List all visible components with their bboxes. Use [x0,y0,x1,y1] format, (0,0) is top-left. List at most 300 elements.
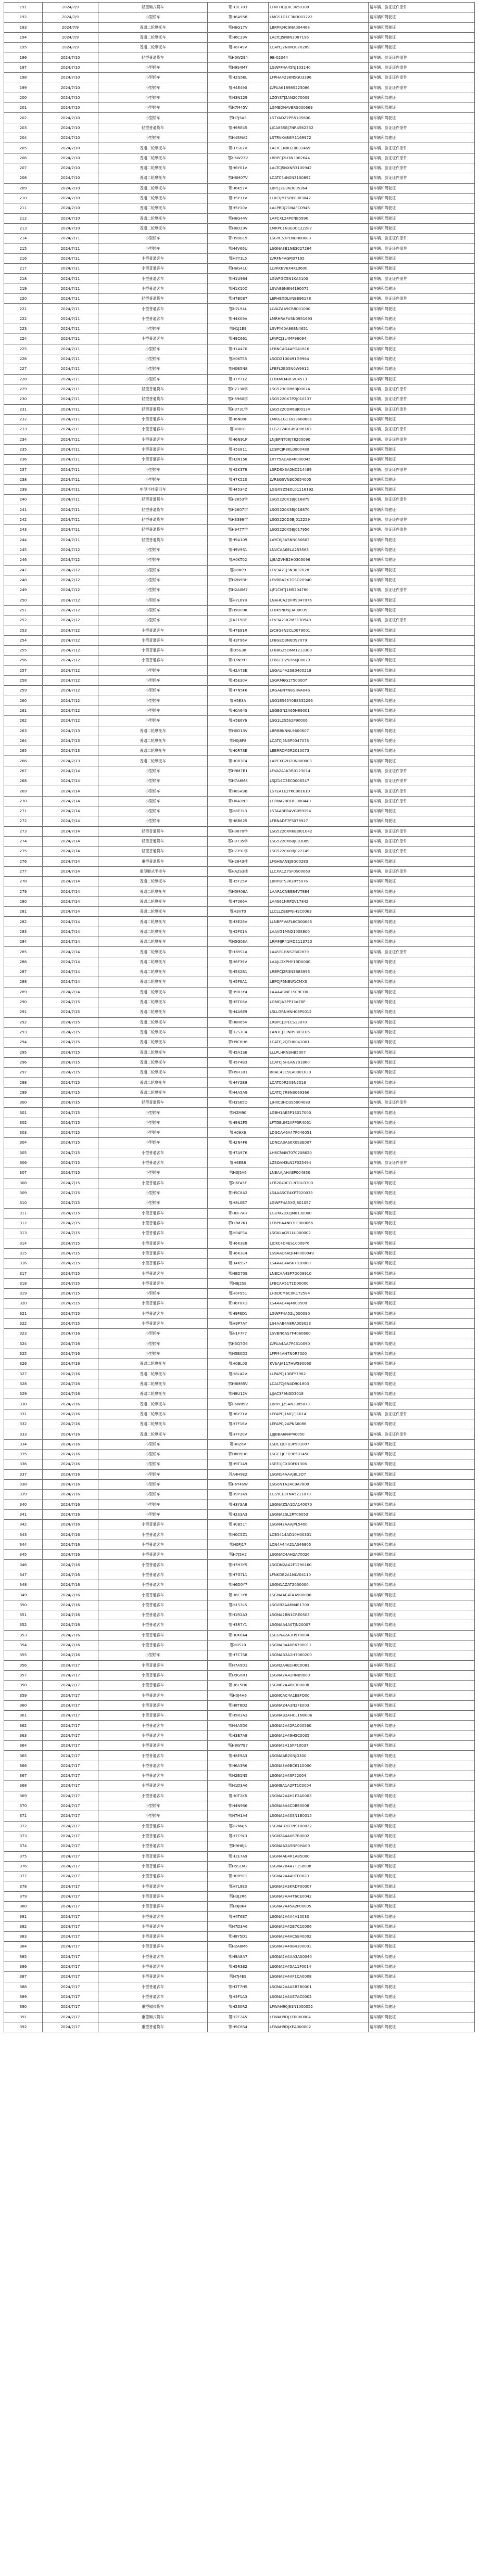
vehicle-type-cell: 小型轿车 [98,1439,208,1449]
required-materials-cell: 请车辆和驾驶证 [369,1580,475,1590]
vehicle-type-cell: 小型普通客车 [98,1238,208,1248]
vehicle-type-cell: 小型普通客车 [98,1259,208,1268]
required-materials-cell: 请车辆和驾驶证 [369,1650,475,1660]
vehicle-type-cell: 小型普通客车 [98,1318,208,1328]
vin-number-cell: LFPM4AH7N0R7000 [269,1349,369,1359]
plate-number-cell: 鄂H0J8F8 [208,736,269,746]
plate-number-cell: 鄂H5Y4B3 [208,1057,269,1067]
required-materials-cell: 请车辆和驾驶证 [369,1490,475,1500]
vehicle-type-cell: 小型普通客车 [98,1711,208,1721]
row-number-cell: 258 [4,675,43,685]
vehicle-type-cell: 小型普通客车 [98,1872,208,1881]
vin-number-cell: LLNBPFVAFL6C000645 [269,917,369,927]
row-number-cell: 329 [4,1389,43,1399]
plate-number-cell: 鄂H0B5N8 [208,364,269,374]
required-materials-cell: 请车辆和驾驶证 [369,1178,475,1188]
row-number-cell: 239 [4,485,43,495]
row-number-cell: 206 [4,153,43,163]
row-number-cell: 282 [4,917,43,927]
required-materials-cell: 请车辆和驾驶证 [369,414,475,424]
table-row [4,1831,475,1841]
inspection-date-cell: 2024/7/17 [43,1721,98,1731]
vin-number-cell: LEFHBXDLVNBE96178 [269,294,369,304]
inspection-date-cell: 2024/7/11 [43,444,98,454]
plate-number-cell: 鄂H7M2K1 [208,1218,269,1228]
vehicle-type-cell: 普通二轮摩托车 [98,907,208,917]
plate-number-cell: 鄂H7M45V [208,103,269,113]
inspection-date-cell: 2024/7/17 [43,1681,98,1690]
plate-number-cell: 鄂H5M06A [208,887,269,896]
table-row [4,425,475,434]
row-number-cell: 267 [4,766,43,776]
inspection-date-cell: 2024/7/16 [43,1479,98,1489]
required-materials-cell: 请车辆和驾驶证 [369,1570,475,1580]
plate-number-cell: 鄂H9G6R1 [208,1670,269,1680]
vehicle-type-cell: 小型轿车 [98,73,208,83]
row-number-cell: 238 [4,475,43,484]
table-row [4,1349,475,1359]
required-materials-cell: 请车辆和驾驶证 [369,1389,475,1399]
table-row [4,1329,475,1339]
row-number-cell: 244 [4,535,43,545]
plate-number-cell: 鄂H0F7AH [208,1208,269,1218]
required-materials-cell: 请车辆和驾驶证 [369,675,475,685]
inspection-date-cell: 2024/7/17 [43,1781,98,1791]
row-number-cell: 373 [4,1831,43,1841]
table-row [4,344,475,354]
plate-number-cell: 鄂H2A73E [208,665,269,675]
plate-number-cell: 鄂H6C39V [208,32,269,42]
row-number-cell: 378 [4,1881,43,1891]
vin-number-cell: LCATCJ5N3P0047073 [269,736,369,746]
vehicle-type-cell: 小型普通客车 [98,1610,208,1620]
table-row [4,1118,475,1127]
row-number-cell: 250 [4,595,43,605]
table-row [4,605,475,615]
row-number-cell: 218 [4,274,43,284]
row-number-cell: 200 [4,93,43,102]
plate-number-cell: 鄂H0T2K5 [208,1791,269,1801]
plate-number-cell: 鄂H7F16V [208,1419,269,1429]
inspection-date-cell: 2024/7/16 [43,1399,98,1409]
inspection-date-cell: 2024/7/16 [43,1429,98,1439]
vin-number-cell: LJJAC3F9N3D3018 [269,1389,369,1399]
table-row [4,1450,475,1459]
vin-number-cell: LFAPCJ3L4MP96094 [269,334,369,344]
plate-number-cell: 鄂H4SMA2 [208,133,269,143]
vehicle-type-cell: 小型轿车 [98,555,208,565]
table-row [4,384,475,394]
row-number-cell: 232 [4,414,43,424]
inspection-date-cell: 2024/7/15 [43,1198,98,1208]
required-materials-cell: 请车辆和驾驶证 [369,1299,475,1309]
row-number-cell: 281 [4,907,43,917]
inspection-date-cell: 2024/7/11 [43,294,98,304]
row-number-cell: 294 [4,1037,43,1047]
plate-number-cell: 鄂H9P1A9 [208,1490,269,1500]
inspection-date-cell: 2024/7/16 [43,1520,98,1530]
table-row [4,625,475,635]
vin-number-cell: LLLPLHRN3HB5007 [269,1047,369,1057]
plate-number-cell: 鄂H2N4F6 [208,1138,269,1148]
table-row [4,1459,475,1469]
plate-number-cell: 鄂H5B0D2 [208,1349,269,1359]
required-materials-cell: 请车辆和驾驶证 [369,264,475,274]
vehicle-type-cell: 小型轿车 [98,696,208,706]
vin-number-cell: LLG2224BGRG006163 [269,425,369,434]
table-row [4,1721,475,1731]
table-row [4,1509,475,1519]
plate-number-cell: 鄂H8Y5D1 [208,1932,269,1942]
vehicle-type-cell: 小型普通客车 [98,1681,208,1690]
row-number-cell: 338 [4,1479,43,1489]
required-materials-cell: 请车辆和驾驶证 [369,1711,475,1721]
required-materials-cell: 请车辆和驾驶证 [369,203,475,213]
table-row [4,173,475,183]
plate-number-cell: 鄂H0R5E1 [208,1872,269,1881]
vehicle-type-cell: 普通二轮摩托车 [98,1409,208,1419]
row-number-cell: 287 [4,967,43,977]
plate-number-cell: 鄂H6Y4SW [208,1479,269,1489]
vehicle-type-cell: 小型普通客车 [98,1921,208,1931]
row-number-cell: 224 [4,334,43,344]
vehicle-type-cell: 小型轿车 [98,1168,208,1178]
vin-number-cell: LNBCAA4SP7D008910 [269,1268,369,1278]
vehicle-type-cell: 小型普通客车 [98,1952,208,1962]
required-materials-cell: 请车辆和驾驶证 [369,1469,475,1479]
inspection-date-cell: 2024/7/14 [43,796,98,806]
plate-number-cell: 鄂H6C3Y8 [208,1590,269,1600]
plate-number-cell: 鄂H04FS4 [208,1228,269,1238]
required-materials-cell: 请车辆和驾驶证 [369,1972,475,1982]
required-materials-cell: 请车辆、验证证件原件 [369,866,475,876]
inspection-date-cell: 2024/7/10 [43,62,98,72]
vin-number-cell: LSVFY60A86BN4651 [269,324,369,334]
inspection-date-cell: 2024/7/12 [43,616,98,625]
inspection-date-cell: 2024/7/14 [43,917,98,927]
plate-number-cell: 鄂H2M90 [208,1108,269,1118]
inspection-date-cell: 2024/7/17 [43,1851,98,1861]
plate-number-cell: 鄂H4T6E7 [208,1912,269,1921]
inspection-date-cell: 2024/7/12 [43,665,98,675]
row-number-cell: 349 [4,1590,43,1600]
row-number-cell: 293 [4,1027,43,1037]
row-number-cell: 213 [4,223,43,233]
row-number-cell: 306 [4,1158,43,1168]
vin-number-cell: LFWAH90J81N1000052 [269,2002,369,2012]
required-materials-cell: 请车辆、验证证件原件 [369,796,475,806]
vehicle-type-cell: 小型轿车 [98,806,208,816]
vehicle-type-cell: 小型普通客车 [98,444,208,454]
vehicle-type-cell: 小型普通客车 [98,1228,208,1238]
required-materials-cell: 请车辆和驾驶证 [369,1450,475,1459]
row-number-cell: 324 [4,1339,43,1349]
plate-number-cell: 鄂H5Q7G6 [208,1339,269,1349]
inspection-date-cell: 2024/7/17 [43,1731,98,1740]
vin-number-cell: LFWAH9DJ1E00X0004 [269,2012,369,2022]
inspection-date-cell: 2024/7/12 [43,656,98,665]
table-row [4,32,475,42]
row-number-cell: 383 [4,1932,43,1942]
required-materials-cell: 请车辆和驾驶证 [369,625,475,635]
vin-number-cell: LSG5220X5BJ017956 [269,525,369,535]
inspection-date-cell: 2024/7/15 [43,1068,98,1078]
table-row [4,444,475,454]
plate-number-cell: 鄂H5C8A2 [208,1188,269,1198]
inspection-date-cell: 2024/7/15 [43,1178,98,1188]
vehicle-type-cell: 小型普通客车 [98,314,208,324]
required-materials-cell: 请车辆和驾驶证 [369,1670,475,1680]
vin-number-cell: LSGNA2A3KRDF00007 [269,1881,369,1891]
vin-number-cell: LSGNA2A49H5C0005 [269,1731,369,1740]
vehicle-type-cell: 小型轿车 [98,243,208,253]
row-number-cell: 204 [4,133,43,143]
table-row [4,887,475,896]
vin-number-cell: LGWFGC5N1KA5100 [269,274,369,284]
vin-number-cell: LFBPHA4NB3LE000066 [269,1218,369,1228]
plate-number-cell: 鄂H0FJ17 [208,1540,269,1549]
inspection-date-cell: 2024/7/16 [43,1459,98,1469]
row-number-cell: 364 [4,1741,43,1751]
vin-number-cell: LCATCJ7R8N3069366 [269,1087,369,1097]
required-materials-cell: 请车辆和驾驶证 [369,1660,475,1670]
vehicle-type-cell: 普通二轮摩托车 [98,1007,208,1017]
row-number-cell: 272 [4,816,43,826]
vehicle-type-cell: 小型普通客车 [98,1660,208,1670]
table-row [4,1681,475,1690]
inspection-date-cell: 2024/7/11 [43,354,98,364]
table-row [4,213,475,223]
plate-number-cell: 鄂H5G03A [208,937,269,947]
plate-number-cell: 鄂H5E3A [208,696,269,706]
row-number-cell: 372 [4,1821,43,1831]
table-row [4,816,475,826]
vehicle-type-cell: 轻型普通货车 [98,294,208,304]
table-row [4,907,475,917]
vehicle-type-cell: 普通二轮摩托车 [98,32,208,42]
inspection-date-cell: 2024/7/16 [43,1389,98,1399]
row-number-cell: 227 [4,364,43,374]
required-materials-cell: 请车辆和驾驶证 [369,696,475,706]
plate-number-cell: 鄂H6FA5F [208,1178,269,1188]
required-materials-cell: 请车辆、验证证件原件 [369,83,475,93]
plate-number-cell: 鄂H5S2B1 [208,967,269,977]
table-row [4,1068,475,1078]
row-number-cell: 279 [4,887,43,896]
row-number-cell: 221 [4,304,43,314]
vehicle-type-cell: 普通二轮摩托车 [98,927,208,937]
row-number-cell: 222 [4,314,43,324]
required-materials-cell: 请车辆和驾驶证 [369,1530,475,1540]
inspection-date-cell: 2024/7/11 [43,394,98,404]
table-row [4,836,475,846]
row-number-cell: 384 [4,1942,43,1952]
row-number-cell: 331 [4,1409,43,1419]
table-row [4,796,475,806]
inspection-date-cell: 2024/7/10 [43,113,98,123]
row-number-cell: 321 [4,1309,43,1318]
vehicle-type-cell: 小型轿车 [98,1329,208,1339]
row-number-cell: 215 [4,243,43,253]
vehicle-type-cell: 小型普通客车 [98,1942,208,1952]
vin-number-cell: LBPCJ2U3N3005364 [269,183,369,193]
row-number-cell: 246 [4,555,43,565]
plate-number-cell: 鄂H4K09A [208,314,269,324]
table-row [4,243,475,253]
plate-number-cell: 鄂H3R7Y1 [208,1620,269,1630]
row-number-cell: 270 [4,796,43,806]
vehicle-type-cell: 小型普通客车 [98,1851,208,1861]
required-materials-cell: 请车辆和驾驶证 [369,1500,475,1509]
table-row [4,515,475,524]
vin-number-cell: LSGN2A4B1H0C0081 [269,1660,369,1670]
vin-number-cell: LCATC0R2X9N2016 [269,1078,369,1087]
vehicle-type-cell: 普通二轮摩托车 [98,1419,208,1429]
plate-number-cell: 鄂H6K57V [208,183,269,193]
vin-number-cell: LAAAAGNE1SC9CO0 [269,987,369,997]
required-materials-cell: 请车辆和驾驶证 [369,1540,475,1549]
inspection-date-cell: 2024/7/16 [43,1439,98,1449]
inspection-date-cell: 2024/7/15 [43,1138,98,1148]
row-number-cell: 260 [4,696,43,706]
table-row [4,294,475,304]
vin-number-cell: LAPCXL24P0NB5990 [269,213,369,223]
row-number-cell: 314 [4,1238,43,1248]
required-materials-cell: 请车辆和驾驶证 [369,535,475,545]
vehicle-type-cell: 普通二轮摩托车 [98,203,208,213]
vin-number-cell: LANTCJT3NR9803106 [269,1027,369,1037]
vehicle-type-cell: 小型普通客车 [98,1761,208,1771]
plate-number-cell: 鄂H0735学 [208,836,269,846]
plate-number-cell: 鄂H9C661 [208,334,269,344]
plate-number-cell: 鄂H5A1S6 [208,1047,269,1057]
row-number-cell: 336 [4,1459,43,1469]
inspection-date-cell: 2024/7/16 [43,1500,98,1509]
vehicle-type-cell: 小型普通客车 [98,1751,208,1761]
vin-number-cell: LSTYADZ7PR5105600 [269,113,369,123]
vehicle-type-cell: 小型轿车 [98,595,208,605]
row-number-cell: 235 [4,444,43,454]
table-row [4,716,475,726]
inspection-date-cell: 2024/7/12 [43,686,98,696]
plate-number-cell: 鄂H6M07V [208,173,269,183]
row-number-cell: 391 [4,2012,43,2022]
vin-number-cell: LLPAPCJ13BFY7962 [269,1369,369,1379]
row-number-cell: 374 [4,1841,43,1851]
required-materials-cell: 请车辆和驾驶证 [369,1509,475,1519]
vin-number-cell: LSGNA3B1NE3027264 [269,243,369,253]
vin-number-cell: LSGN1AZAT2000000 [269,1580,369,1590]
table-row [4,525,475,535]
plate-number-cell: 鄂H7391学 [208,847,269,856]
table-row [4,153,475,163]
vin-number-cell: LLXLTJMTSRP8003042 [269,193,369,203]
vehicle-type-cell: 小型普通客车 [98,1791,208,1801]
inspection-date-cell: 2024/7/15 [43,1118,98,1127]
row-number-cell: 388 [4,1982,43,1992]
plate-number-cell: 鄂H0KT02 [208,555,269,565]
plate-number-cell: 鄂H1U964 [208,274,269,284]
table-row [4,736,475,746]
plate-number-cell: 鄂H7P71Z [208,374,269,384]
plate-number-cell: 鄂H6Y01V [208,163,269,173]
vin-number-cell: LSGNA2A4AF1CA0008 [269,1972,369,1982]
table-row [4,1278,475,1288]
vehicle-type-cell: 小型轿车 [98,234,208,243]
vin-number-cell: LSTEA1E2YKC001610 [269,786,369,796]
plate-number-cell: 鄂H8T8D2 [208,1700,269,1710]
required-materials-cell: 请车辆、验证证件原件 [369,62,475,72]
inspection-date-cell: 2024/7/11 [43,314,98,324]
vin-number-cell: LSGNAB2B3N9100022 [269,1821,369,1831]
vehicle-type-cell: 小型轿车 [98,1509,208,1519]
table-row [4,616,475,625]
plate-number-cell: 鄂H8R9H8 [208,1450,269,1459]
row-number-cell: 354 [4,1640,43,1650]
plate-number-cell: 鄂H8R65V [208,1017,269,1027]
vin-number-cell: LCBPCJR8KL0000480 [269,444,369,454]
plate-number-cell: 鄂H5960学 [208,394,269,404]
vin-number-cell: LRBPCJ2R3N3B83995 [269,967,369,977]
inspection-date-cell: 2024/7/16 [43,1610,98,1620]
vehicle-type-cell: 小型普通客车 [98,1208,208,1218]
inspection-date-cell: 2024/7/11 [43,274,98,284]
table-row [4,726,475,736]
table-row [4,143,475,153]
plate-number-cell: 鄂H9C6S4 [208,2022,269,2032]
table-row [4,485,475,495]
inspection-date-cell: 2024/7/11 [43,414,98,424]
vehicle-type-cell: 小型普通客车 [98,264,208,274]
vin-number-cell: LSGNCAC4A1EEFO00 [269,1690,369,1700]
row-number-cell: 343 [4,1530,43,1540]
plate-number-cell: 鄂H5T25V [208,877,269,887]
table-row [4,1309,475,1318]
row-number-cell: 195 [4,43,43,53]
vehicle-type-cell: 小型普通客车 [98,1309,208,1318]
inspection-date-cell: 2024/7/16 [43,1490,98,1500]
vehicle-type-cell: 小型轿车 [98,766,208,776]
vehicle-type-cell: 普通二轮摩托车 [98,1057,208,1067]
row-number-cell: 259 [4,686,43,696]
required-materials-cell: 请车辆和驾驶证 [369,1379,475,1389]
vin-number-cell: LLVAZAA9CR8001000 [269,304,369,314]
plate-number-cell: 鄂H9M7B1 [208,766,269,776]
inspection-date-cell: 2024/7/15 [43,1248,98,1258]
plate-number-cell: 鄂H6K3E8 [208,1238,269,1248]
required-materials-cell: 请车辆、验证证件原件 [369,826,475,836]
vin-number-cell: LSGN14AAAJBL3O7 [269,1469,369,1479]
required-materials-cell: 请车辆、验证证件原件 [369,404,475,414]
vehicle-type-cell: 小型轿车 [98,1650,208,1660]
vehicle-type-cell: 轻型普通货车 [98,515,208,524]
required-materials-cell: 请车辆和驾驶证 [369,887,475,896]
required-materials-cell: 请车辆和驾驶证 [369,455,475,465]
table-row [4,284,475,293]
plate-number-cell: 鄂H9S4M7 [208,62,269,72]
inspection-date-cell: 2024/7/14 [43,836,98,846]
plate-number-cell: 鄂H2130学 [208,384,269,394]
table-row [4,404,475,414]
row-number-cell: 201 [4,103,43,113]
required-materials-cell: 请车辆和驾驶证 [369,1781,475,1791]
row-number-cell: 249 [4,585,43,595]
table-row [4,1952,475,1962]
required-materials-cell: 请车辆和驾驶证 [369,1419,475,1429]
vin-number-cell: LFV3A21K2M3130948 [269,616,369,625]
plate-number-cell: 鄂H6A958 [208,12,269,22]
inspection-date-cell: 2024/7/17 [43,1690,98,1700]
